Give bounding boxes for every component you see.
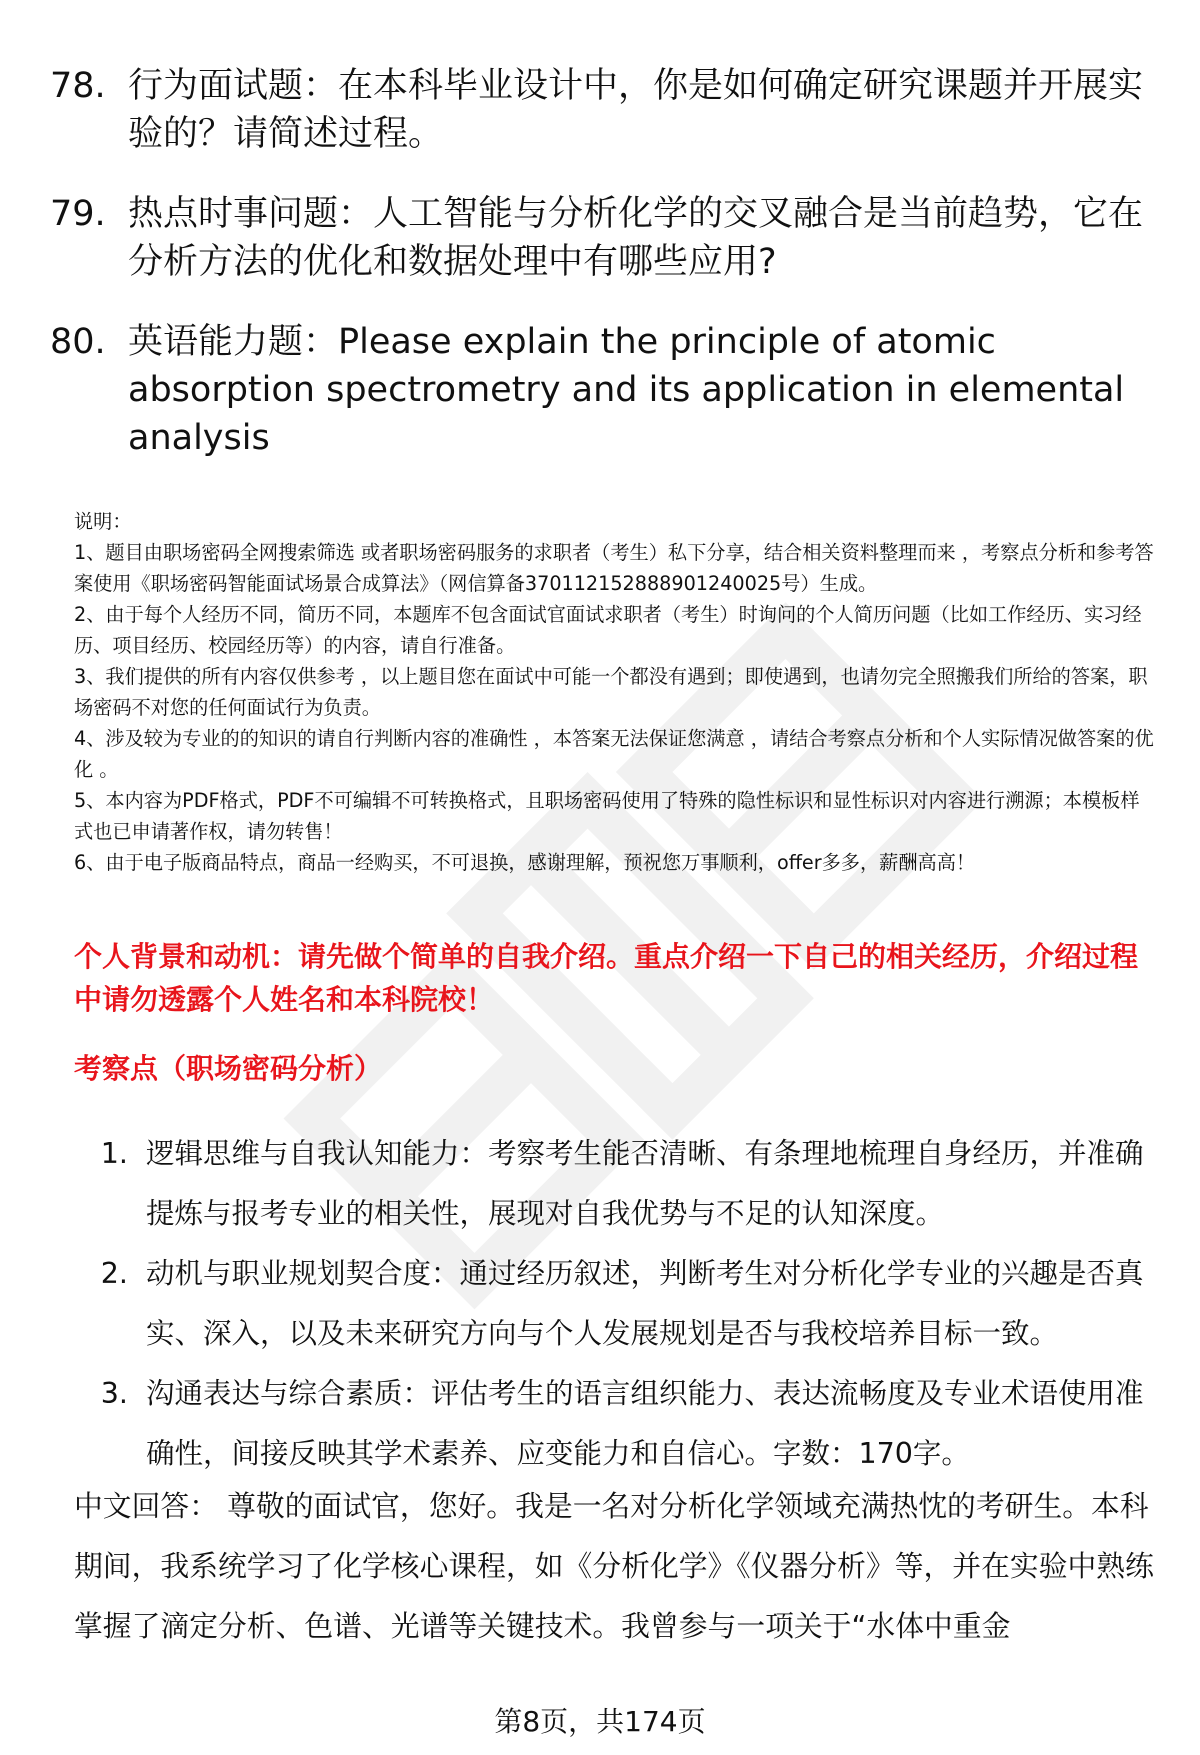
point-number: 3. (100, 1377, 128, 1410)
question-list (50, 62, 1160, 494)
note-item: 6、由于电子版商品特点，商品一经购买，不可退换，感谢理解，预祝您万事顺利，offer多多，薪酬高高！ (74, 851, 976, 874)
question-item (50, 318, 1160, 462)
note-item: 4、涉及较为专业的的知识的请自行判断内容的准确性 ，本答案无法保证您满意 ，请结合考察点分析和个人实际情况做答案的优化 。 (74, 727, 1154, 781)
question-text: 热点时事问题：人工智能与分析化学的交叉融合是当前趋势，它在分析方法的优化和数据处理中有哪些应用? (128, 194, 1144, 282)
analysis-points (74, 1124, 1164, 1484)
question-number: 78. (50, 66, 106, 106)
analysis-title: 考察点（职场密码分析） (74, 1052, 383, 1085)
note-item: 3、我们提供的所有内容仅供参考 ，以上题目您在面试中可能一个都没有遇到；即使遇到，也请勿完全照搬我们所给的答案，职场密码不对您的任何面试行为负责。 (74, 665, 1148, 719)
note-item: 5、本内容为PDF格式，PDF不可编辑不可转换格式，且职场密码使用了特殊的隐性标识和显性标识对内容进行溯源；本模板样式也已申请著作权，请勿转售！ (74, 789, 1140, 843)
point-number: 1. (100, 1137, 128, 1170)
chinese-answer: 中文回答： 尊敬的面试官，您好。我是一名对分析化学领域充满热忱的考研生。本科期间，我系统学习了化学核心课程，如《分析化学》《仪器分析》等，并在实验中熟练掌握了滴定分析、色谱、光谱等关键技术。我曾参与一项关于“水体中重金 (74, 1489, 1154, 1643)
analysis-point (74, 1244, 1164, 1364)
note-item: 1、题目由职场密码全网搜索筛选 或者职场密码服务的求职者（考生）私下分享，结合相关资料整理而来 ，考察点分析和参考答案使用《职场密码智能面试场景合成算法》（网信算备370112152888901240025号）生成。 (74, 541, 1154, 595)
question-number: 80. (50, 322, 106, 362)
notes-section (74, 506, 1154, 878)
analysis-point (74, 1364, 1164, 1484)
analysis-point (74, 1124, 1164, 1244)
intro-question-heading: 个人背景和动机：请先做个简单的自我介绍。重点介绍一下自己的相关经历，介绍过程中请勿透露个人姓名和本科院校！ (74, 940, 1139, 1016)
note-item: 2、由于每个人经历不同，简历不同，本题库不包含面试官面试求职者（考生）时询问的个人简历问题（比如工作经历、实习经历、项目经历、校园经历等）的内容，请自行准备。 (74, 603, 1142, 657)
question-item (50, 190, 1160, 286)
point-number: 2. (100, 1257, 128, 1290)
point-text: 动机与职业规划契合度：通过经历叙述，判断考生对分析化学专业的兴趣是否真实、深入，以及未来研究方向与个人发展规划是否与我校培养目标一致。 (146, 1257, 1144, 1350)
point-text: 沟通表达与综合素质：评估考生的语言组织能力、表达流畅度及专业术语使用准确性，间接反映其学术素养、应变能力和自信心。字数：170字。 (146, 1377, 1144, 1470)
point-text: 逻辑思维与自我认知能力：考察考生能否清晰、有条理地梳理自身经历，并准确提炼与报考专业的相关性，展现对自我优势与不足的认知深度。 (146, 1137, 1144, 1230)
page-footer: 第8页，共174页 (494, 1705, 706, 1738)
question-text: 英语能力题：Please explain the principle of atomic absorption spectrometry and its application in elemental analysis (128, 322, 1125, 458)
question-number: 79. (50, 194, 106, 234)
question-item (50, 62, 1160, 158)
notes-title: 说明： (74, 510, 132, 533)
question-text: 行为面试题：在本科毕业设计中，你是如何确定研究课题并开展实验的？请简述过程。 (128, 66, 1144, 154)
